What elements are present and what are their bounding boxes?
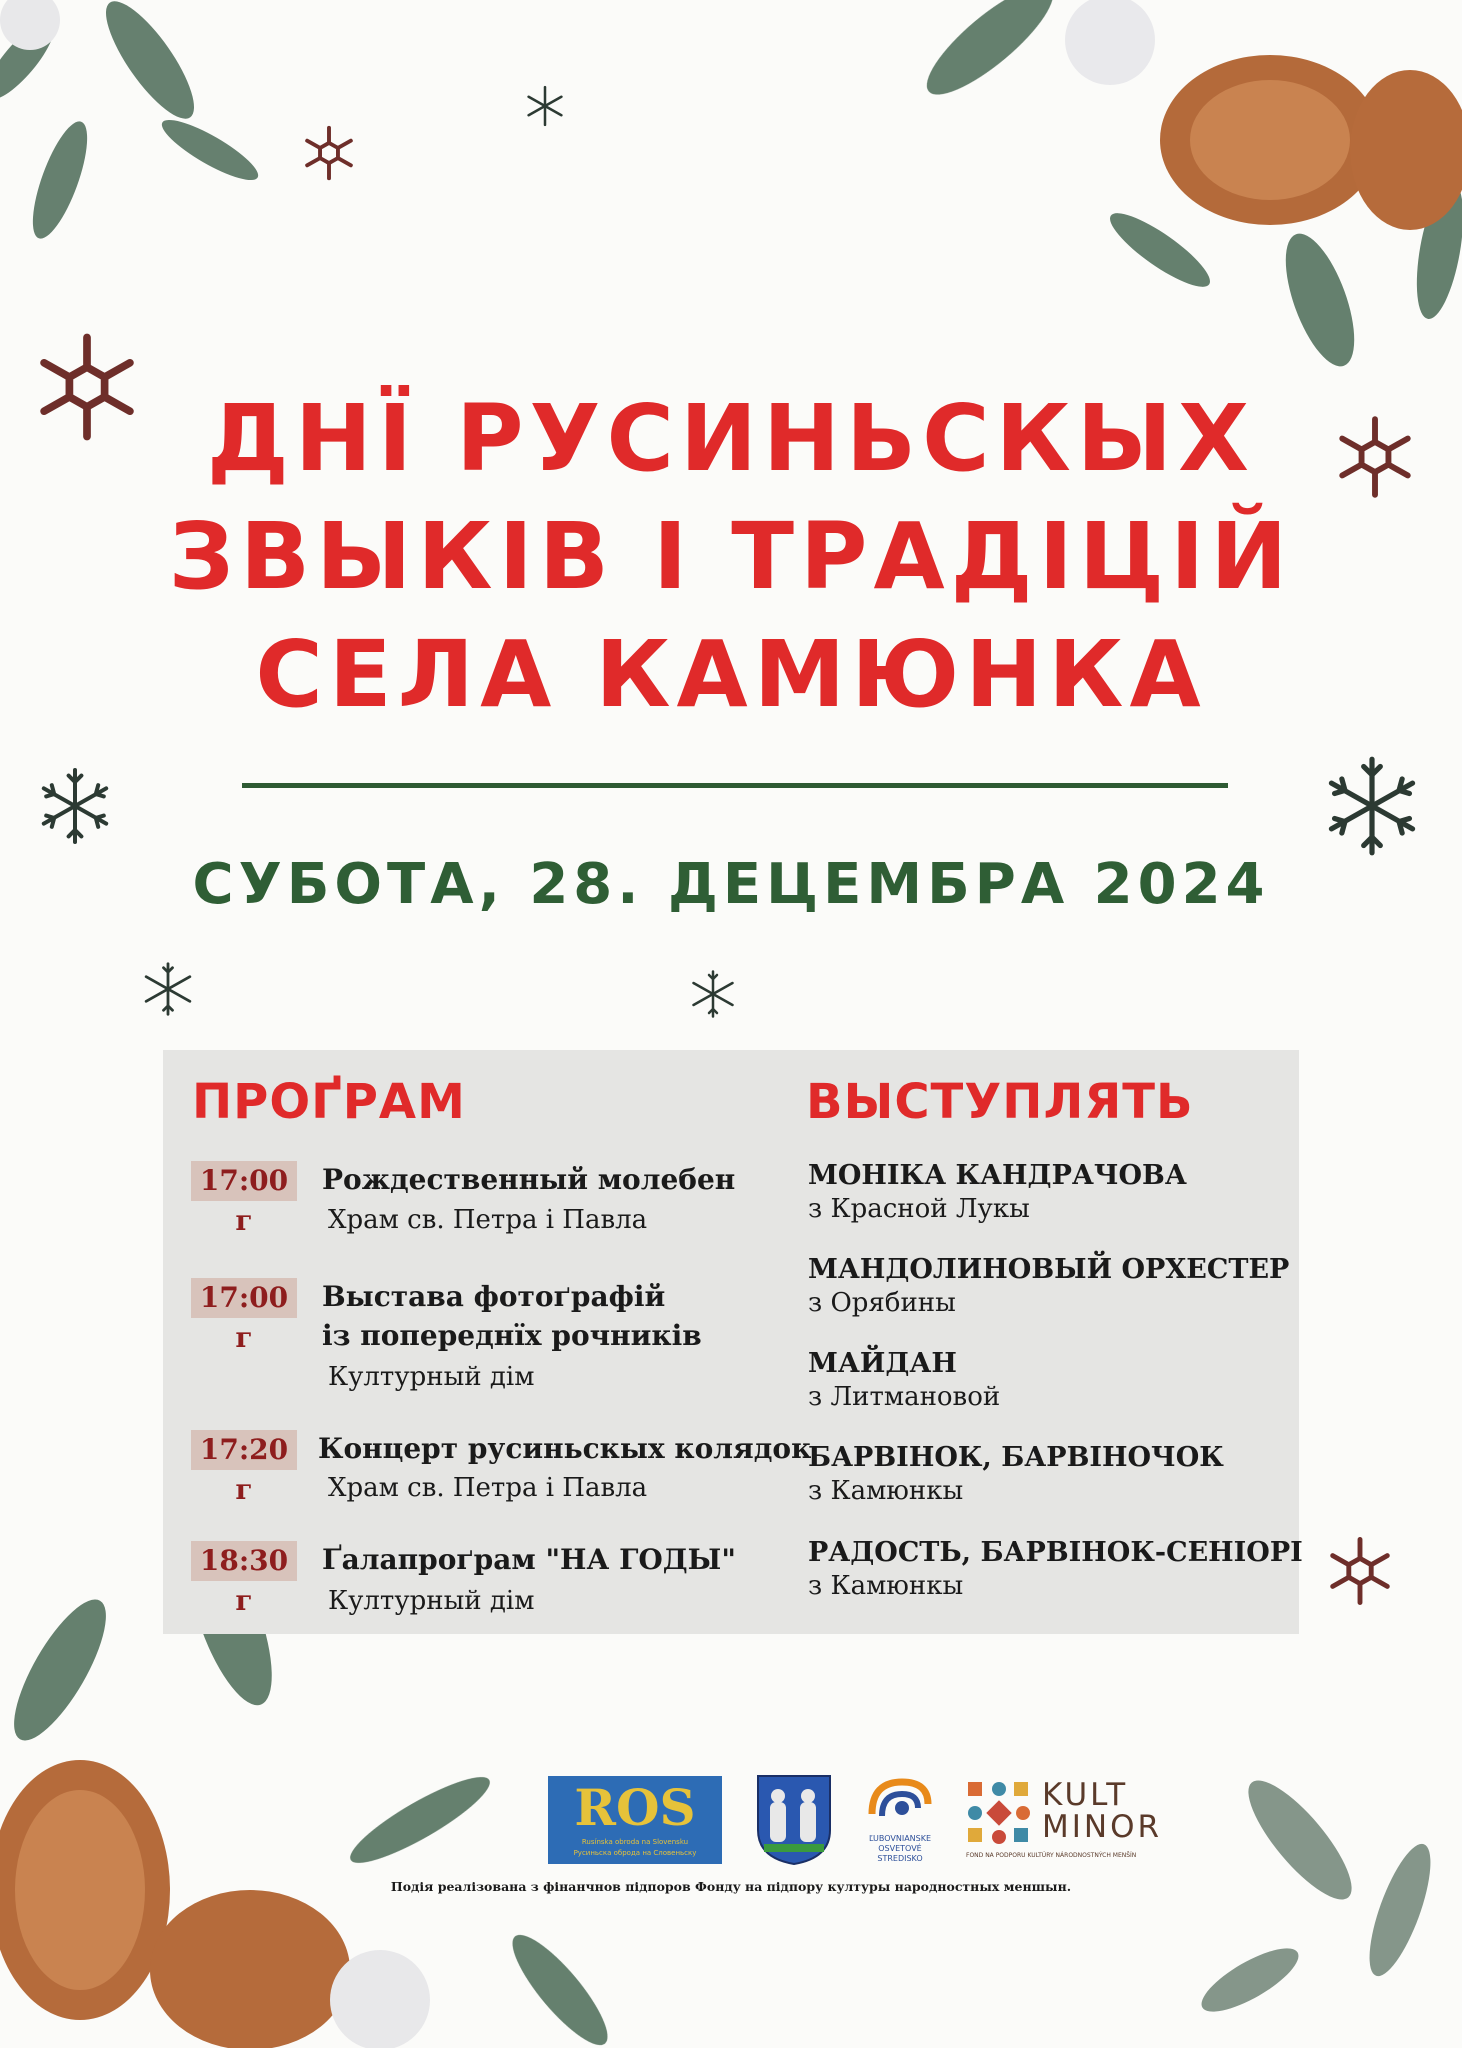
event-time: 17:00 г — [191, 1278, 297, 1318]
performer-origin: з Красной Лукы — [808, 1194, 1030, 1224]
funding-note: Подія реалізована з фінанчнов підпоров Фонду на підпору културы народностных меншын. — [390, 1879, 1072, 1894]
snowflake-icon — [140, 958, 196, 1020]
ros-logo: ROS Rusínska obroda na Slovensku Русиньска оброда на Словеньску — [548, 1776, 722, 1864]
event-date: СУБОТА, 28. ДЕЦЕМБРА 2024 — [192, 852, 1270, 917]
event-time: 17:00 г — [191, 1161, 297, 1201]
performer-origin: з Камюнкы — [808, 1571, 964, 1601]
title-line-1: ДНЇ РУСИНЬСКЫХ — [206, 385, 1256, 492]
event-place: Културный дім — [328, 1586, 535, 1616]
performer-name: БАРВІНОК, БАРВІНОЧОК — [808, 1442, 1224, 1473]
event-title: Ґалапроґрам "НА ГОДЫ" — [322, 1543, 736, 1576]
title-line-3: СЕЛА КАМЮНКА — [255, 621, 1207, 728]
event-title — [0, 380, 1462, 734]
performer-origin: з Камюнкы — [808, 1476, 964, 1506]
snowflake-icon — [300, 125, 358, 181]
bottom-right-foliage — [1180, 1760, 1462, 2048]
event-title: Рождественный молебен — [322, 1163, 736, 1196]
event-title: Выстава фотоґрафій — [322, 1280, 666, 1313]
top-left-foliage — [0, 0, 340, 320]
performer-origin: з Литмановой — [808, 1382, 1001, 1412]
snowflake-icon — [35, 762, 115, 850]
event-place: Храм св. Петра і Павла — [328, 1205, 648, 1235]
event-time: 17:20 г — [191, 1430, 297, 1470]
title-divider — [242, 783, 1228, 788]
event-title: Концерт русиньскых колядок — [318, 1432, 812, 1465]
village-crest-icon — [756, 1774, 832, 1866]
event-place: Храм св. Петра і Павла — [328, 1473, 648, 1503]
snowflake-icon — [524, 84, 566, 128]
top-right-foliage — [880, 0, 1462, 380]
kultminor-emblem-icon — [966, 1780, 1032, 1846]
snowflake-icon — [1322, 1536, 1398, 1606]
event-title-line-2: із попереднїх рочників — [322, 1319, 702, 1352]
lubovnianske-emblem-icon — [862, 1774, 938, 1830]
program-heading: ПРОҐРАМ — [192, 1074, 466, 1130]
event-time: 18:30 г — [191, 1541, 297, 1581]
performer-name: МАНДОЛИНОВЫЙ ОРХЕСТЕР — [808, 1254, 1290, 1285]
snowflake-icon — [688, 966, 738, 1022]
title-line-2: ЗВЫКІВ І ТРАДІЦІЙ — [168, 503, 1294, 610]
kultminor-logo: KULT MINOR FOND NA PODPORU KULTÚRY NÁRODNOSTNÝCH MENŠÍN — [966, 1777, 1163, 1859]
performer-name: МАЙДАН — [808, 1348, 957, 1379]
snowflake-icon — [1320, 748, 1424, 864]
lubovnianske-logo: ĽUBOVNIANSKE OSVETOVÉ STREDISKO — [862, 1774, 938, 1866]
event-place: Културный дім — [328, 1362, 535, 1392]
performer-name: РАДОСТЬ, БАРВІНОК-СЕНІОРІ — [808, 1537, 1303, 1568]
performer-name: МОНІКА КАНДРАЧОВА — [808, 1160, 1187, 1191]
performers-heading: ВЫСТУПЛЯТЬ — [806, 1074, 1194, 1130]
performer-origin: з Орябины — [808, 1288, 956, 1318]
